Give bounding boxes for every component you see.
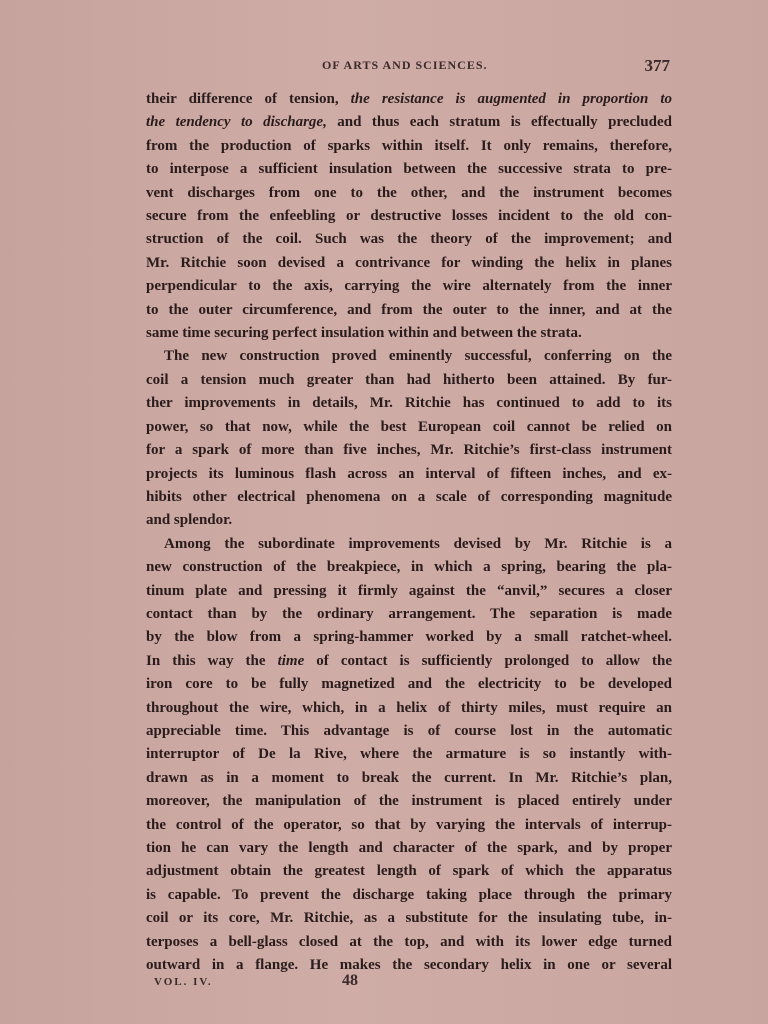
text-line: The new construction proved eminently successful, conferring on the [164,348,672,365]
text-line: In this way the time of contact is sufficiently prolonged to allow the [146,652,672,669]
text-line: coil a tension much greater than had hitherto been attained. By fur- [146,371,672,388]
text-line: the control of the operator, so that by varying the intervals of interrup- [146,816,672,833]
running-title: OF ARTS AND SCIENCES. [322,58,488,72]
text-line: throughout the wire, which, in a helix of thirty miles, must require an [146,699,672,716]
text-line: hibits other electrical phenomena on a scale of corresponding magnitude [146,488,672,505]
text-line: is capable. To prevent the discharge taking place through the primary [146,886,672,903]
paragraph [146,345,672,532]
page-header [150,56,670,80]
text-line: new construction of the breakpiece, in which a spring, bearing the pla- [146,559,672,576]
text-line: perpendicular to the axis, carrying the wire alternately from the inner [146,278,672,295]
text-line: ther improvements in details, Mr. Ritchie has continued to add to its [146,395,672,412]
text-line: same time securing perfect insulation within and between the strata. [146,325,582,342]
volume-mark: VOL. IV. [154,976,213,988]
text-line: secure from the enfeebling or destructive losses incident to the old con- [146,208,672,225]
text-line: appreciable time. This advantage is of course lost in the automatic [146,722,672,739]
text-line: vent discharges from one to the other, and the instrument becomes [146,184,672,201]
text-line: coil or its core, Mr. Ritchie, as a substitute for the insulating tube, in- [146,910,672,927]
text-line: tinum plate and pressing it firmly against the “anvil,” secures a closer [146,582,672,599]
text-line: to the outer circumference, and from the outer to the inner, and at the [146,301,672,318]
text-line: Among the subordinate improvements devised by Mr. Ritchie is a [164,535,672,552]
text-line: interruptor of De la Rive, where the armature is so instantly with- [146,746,672,763]
text-line: projects its luminous flash across an interval of fifteen inches, and ex- [146,465,672,482]
text-line: iron core to be fully magnetized and the electricity to be developed [146,676,672,693]
text-line: tion he can vary the length and character of the spark, and by proper [146,840,672,856]
text-line: from the production of sparks within itself. It only remains, therefore, [146,137,672,154]
paragraph [146,533,672,978]
signature-mark: 48 [342,972,358,989]
body-text [146,88,672,977]
page-footer [150,972,670,996]
text-line: power, so that now, while the best European coil cannot be relied on [146,418,672,435]
text-line: their difference of tension, the resistance is augmented in proportion to [146,91,673,107]
text-line: to interpose a sufficient insulation between the successive strata to pre- [146,161,672,178]
text-line: Mr. Ritchie soon devised a contrivance for winding the helix in planes [146,254,672,271]
text-line: contact than by the ordinary arrangement. The separation is made [146,605,672,622]
text-line: adjustment obtain the greatest length of spark of which the apparatus [146,863,672,880]
page-number: 377 [644,56,670,75]
text-line: by the blow from a spring-hammer worked by a small ratchet-wheel. [146,629,672,646]
text-line: drawn as in a moment to break the current. In Mr. Ritchie’s plan, [146,769,672,786]
text-line: the tendency to discharge, and thus each stratum is effectually precluded [146,114,672,131]
paragraph [146,88,672,345]
text-line: and splendor. [146,512,233,529]
text-line: for a spark of more than five inches, Mr. Ritchie’s first-class instrument [146,442,672,459]
text-line: moreover, the manipulation of the instrument is placed entirely under [146,793,672,810]
text-line: terposes a bell-glass closed at the top, and with its lower edge turned [146,933,672,950]
text-line: struction of the coil. Such was the theory of the improvement; and [146,231,672,248]
text-line: outward in a flange. He makes the secondary helix in one or several [146,957,672,974]
